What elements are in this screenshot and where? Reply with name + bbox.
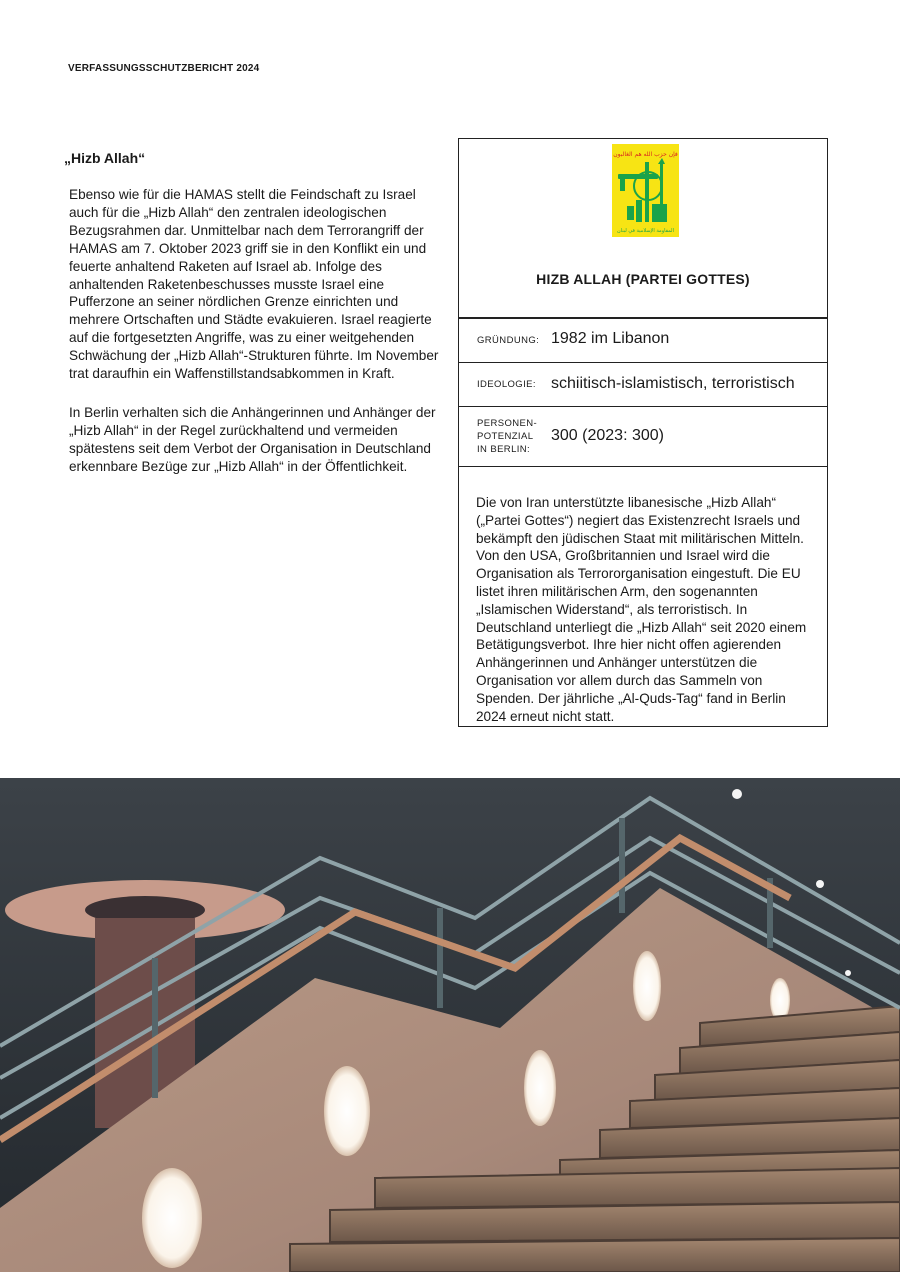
staircase-photo bbox=[0, 778, 900, 1272]
infobox-title: HIZB ALLAH (PARTEI GOTTES) bbox=[536, 271, 750, 287]
row-label-gruendung: GRÜNDUNG: bbox=[477, 335, 540, 346]
article-paragraph-1: Ebenso wie für die HAMAS stellt die Feindschaft zu Israel auch für die „Hizb Allah“ den zentralen ideologischen Bezugsrahmen dar. Unmittelbar nach dem Terrorangriff der HAMAS am 7. Oktober 2023 griff sie in den Konflikt ein und feuerte anhaltend Raketen auf Israel ab. Infolge des anhaltenden Raketenbeschusses musste Israel eine Pufferzone an seiner nördlichen Grenze einrichten und mehrere Ortschaften und Städte evakuieren. Israel reagierte auf die fortgesetzten Angriffe, was zu einer weitgehenden Schwächung der „Hizb Allah“-Strukturen führte. Im November trat daraufhin ein Waffenstillstandsabkommen in Kraft. bbox=[69, 187, 439, 382]
article-paragraph-2: In Berlin verhalten sich die Anhängerinnen und Anhänger der „Hizb Allah“ in der Regel zurückhaltend und vermeiden spätestens seit dem Verbot der Organisation in Deutschland erkennbare Bezüge zur „Hizb Allah“ in der Öffentlichkeit. bbox=[69, 405, 436, 474]
svg-text:فإن حزب الله هم الغالبون: فإن حزب الله هم الغالبون bbox=[613, 151, 678, 158]
divider bbox=[459, 406, 827, 407]
infobox-description: Die von Iran unterstützte libanesische „Hizb Allah“ („Partei Gottes“) negiert das Existenzrecht Israels und bekämpft den jüdischen Staat mit militärischen Mitteln. Von den USA, Großbritannien und Israel wird die Organisation als Terrororganisation eingestuft. Die EU listet ihren militärischen Arm, den sogenannten „Islamischen Widerstand“, als terroristisch. In Deutschland unterliegt die „Hizb Allah“ seit 2020 einem Betätigungsverbot. Ihre hier nicht offen agierenden Anhängerinnen und Anhänger unterstützen die Organisation vor allem durch das Sammeln von Spenden. Der jährliche „Al-Quds-Tag“ fand in Berlin 2024 erneut nicht statt. bbox=[476, 495, 807, 724]
divider bbox=[459, 362, 827, 363]
hizb-allah-flag-logo bbox=[612, 144, 679, 237]
row-value-gruendung: 1982 im Libanon bbox=[551, 330, 670, 347]
row-label-ideologie: IDEOLOGIE: bbox=[477, 379, 536, 390]
divider bbox=[459, 317, 827, 319]
svg-text:المقاومة الإسلامية في لبنان: المقاومة الإسلامية في لبنان bbox=[617, 228, 674, 234]
divider bbox=[459, 466, 827, 467]
report-header: VERFASSUNGSSCHUTZBERICHT 2024 bbox=[68, 63, 260, 74]
row-value-ideologie: schiitisch-islamistisch, terroristisch bbox=[551, 375, 795, 392]
section-title: „Hizb Allah“ bbox=[64, 150, 146, 166]
row-value-personenpotenzial: 300 (2023: 300) bbox=[551, 427, 664, 444]
row-label-personenpotenzial: PERSONEN- POTENZIAL IN BERLIN: bbox=[477, 418, 538, 455]
info-box bbox=[458, 138, 828, 727]
